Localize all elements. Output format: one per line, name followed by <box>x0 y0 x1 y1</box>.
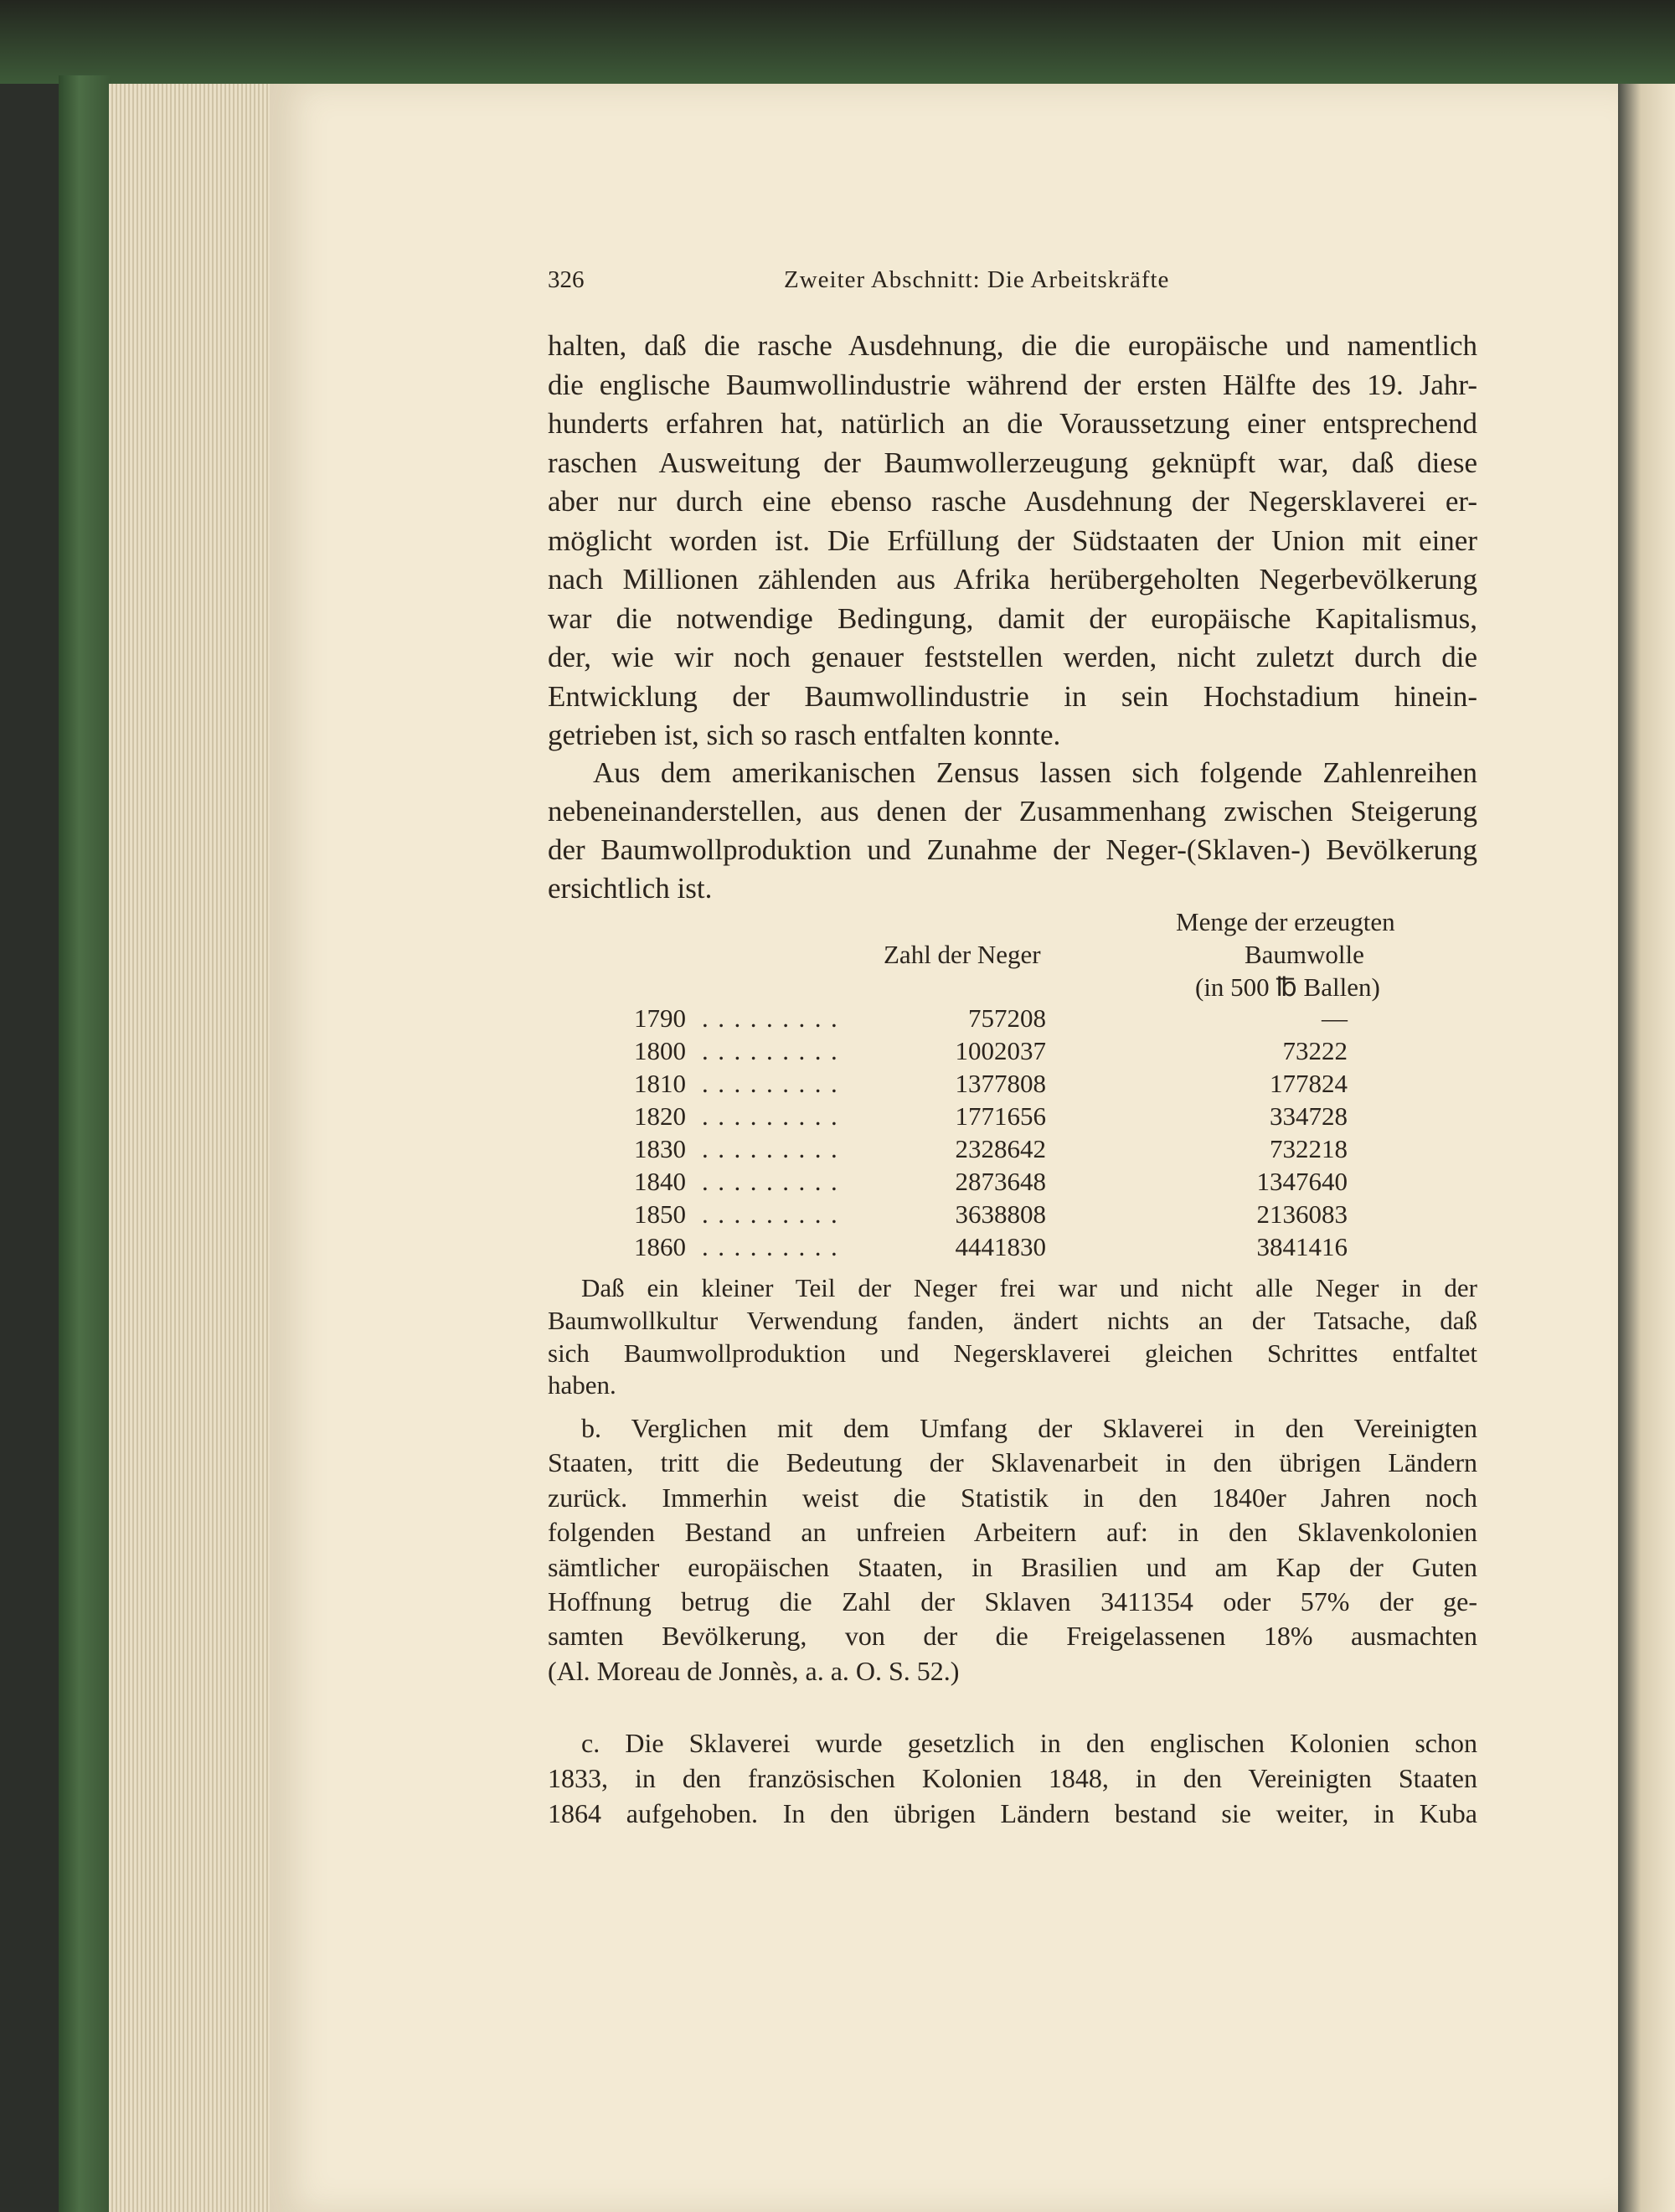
text-line: möglicht worden ist. Die Erfüllung der Südstaaten der Union mit einer <box>548 523 1477 557</box>
page-number: 326 <box>548 266 585 293</box>
cotton-cell: 1347640 <box>1256 1167 1348 1196</box>
cotton-cell: — <box>1322 1003 1348 1033</box>
paragraph-3 <box>548 1272 1477 1402</box>
book-cover-top <box>0 0 1675 84</box>
cotton-cell: 732218 <box>1270 1134 1348 1163</box>
year-cell: 1860 <box>634 1232 686 1261</box>
table-row <box>0 1069 1675 1101</box>
text-line: Baumwollkultur Verwendung fanden, ändert nichts an der Tatsache, daß <box>548 1305 1477 1335</box>
table-row <box>0 1036 1675 1069</box>
text-line: (Al. Moreau de Jonnès, a. a. O. S. 52.) <box>548 1655 960 1686</box>
year-cell: 1810 <box>634 1069 686 1098</box>
text-line: Staaten, tritt die Bedeutung der Sklavenarbeit in den übrigen Ländern <box>548 1447 1477 1478</box>
text-line: b. Verglichen mit dem Umfang der Sklaverei in den Vereinigten <box>581 1413 1477 1443</box>
year-cell: 1820 <box>634 1101 686 1131</box>
neger-count-cell: 1771656 <box>955 1101 1046 1131</box>
text-line: getrieben ist, sich so rasch entfalten konnte. <box>548 719 1061 751</box>
neger-count-cell: 3638808 <box>955 1199 1046 1229</box>
text-line: ersichtlich ist. <box>548 872 713 905</box>
text-line: raschen Ausweitung der Baumwollerzeugung geknüpft war, daß diese <box>548 446 1477 479</box>
table-row <box>0 1199 1675 1232</box>
text-line: nach Millionen zählenden aus Afrika herübergeholten Negerbevölkerung <box>548 563 1477 596</box>
cotton-cell: 177824 <box>1270 1069 1348 1098</box>
leader-dots: ......... <box>702 1232 848 1261</box>
text-line: die englische Baumwollindustrie während der ersten Hälfte des 19. Jahr- <box>548 368 1477 401</box>
cotton-cell: 334728 <box>1270 1101 1348 1131</box>
year-cell: 1790 <box>634 1003 686 1033</box>
leader-dots: ......... <box>702 1134 848 1163</box>
note-b <box>548 1411 1477 1689</box>
table-row <box>0 1003 1675 1036</box>
text-line: folgenden Bestand an unfreien Arbeitern auf: in den Sklavenkolonien <box>548 1517 1477 1548</box>
leader-dots: ......... <box>702 1167 848 1196</box>
text-line: Daß ein kleiner Teil der Neger frei war und nicht alle Neger in der <box>581 1273 1477 1302</box>
text-line: haben. <box>548 1370 616 1400</box>
text-line: Hoffnung betrug die Zahl der Sklaven 3411354 oder 57% der ge- <box>548 1586 1477 1617</box>
neger-count-cell: 1377808 <box>955 1069 1046 1098</box>
text-line: zurück. Immerhin weist die Statistik in den 1840er Jahren noch <box>548 1482 1477 1513</box>
paragraph-1 <box>548 327 1477 755</box>
cotton-cell: 2136083 <box>1256 1199 1348 1229</box>
text-line: samten Bevölkerung, von der die Freigelassenen 18% ausmachten <box>548 1621 1477 1652</box>
year-cell: 1800 <box>634 1036 686 1065</box>
year-cell: 1850 <box>634 1199 686 1229</box>
table-row <box>0 1101 1675 1134</box>
leader-dots: ......... <box>702 1199 848 1229</box>
table-row <box>0 1232 1675 1265</box>
table-row <box>0 1167 1675 1199</box>
text-line: Entwicklung der Baumwollindustrie in sein Hochstadium hinein- <box>548 679 1477 713</box>
text-line: nebeneinanderstellen, aus denen der Zusammenhang zwischen Steigerung <box>548 795 1477 828</box>
text-line: der, wie wir noch genauer feststellen werden, nicht zuletzt durch die <box>548 641 1477 673</box>
leader-dots: ......... <box>702 1101 848 1131</box>
cotton-cell: 73222 <box>1282 1036 1348 1065</box>
leader-dots: ......... <box>702 1036 848 1065</box>
table-row <box>0 1134 1675 1167</box>
text-line: sämtlicher europäischen Staaten, in Brasilien und am Kap der Guten <box>548 1551 1477 1582</box>
col2-header-line2: Baumwolle <box>1245 940 1364 969</box>
text-line: aber nur durch eine ebenso rasche Ausdehnung der Negersklaverei er- <box>548 485 1477 518</box>
text-line: halten, daß die rasche Ausdehnung, die die europäische und namentlich <box>548 329 1477 362</box>
col2-header-line1: Menge der erzeugten <box>1176 907 1395 936</box>
note-c <box>548 1725 1477 1831</box>
neger-count-cell: 2328642 <box>955 1134 1046 1163</box>
paragraph-2 <box>548 754 1477 908</box>
text-line: 1864 aufgehoben. In den übrigen Ländern bestand sie weiter, in Kuba <box>548 1798 1477 1828</box>
neger-count-cell: 2873648 <box>955 1167 1046 1196</box>
leader-dots: ......... <box>702 1069 848 1098</box>
neger-count-cell: 1002037 <box>955 1036 1046 1065</box>
text-line: c. Die Sklaverei wurde gesetzlich in den englischen Kolonien schon <box>581 1728 1477 1758</box>
col2-header-line3: (in 500 ℔ Ballen) <box>1195 972 1380 1002</box>
neger-count-cell: 757208 <box>968 1003 1046 1033</box>
text-line: war die notwendige Bedingung, damit der europäische Kapitalismus, <box>548 601 1477 635</box>
text-line: sich Baumwollproduktion und Negersklaverei gleichen Schrittes entfaltet <box>548 1338 1477 1368</box>
year-cell: 1840 <box>634 1167 686 1196</box>
year-cell: 1830 <box>634 1134 686 1163</box>
leader-dots: ......... <box>702 1003 848 1033</box>
text-line: Aus dem amerikanischen Zensus lassen sich folgende Zahlenreihen <box>593 756 1477 789</box>
text-line: der Baumwollproduktion und Zunahme der Neger-(Sklaven-) Bevölkerung <box>548 833 1477 866</box>
cotton-cell: 3841416 <box>1256 1232 1348 1261</box>
running-title: Zweiter Abschnitt: Die Arbeitskräfte <box>784 266 1170 293</box>
neger-count-cell: 4441830 <box>955 1232 1046 1261</box>
text-line: hunderts erfahren hat, natürlich an die Voraussetzung einer entsprechend <box>548 407 1477 440</box>
text-line: 1833, in den französischen Kolonien 1848, in den Vereinigten Staaten <box>548 1763 1477 1793</box>
col1-header: Zahl der Neger <box>884 940 1041 969</box>
